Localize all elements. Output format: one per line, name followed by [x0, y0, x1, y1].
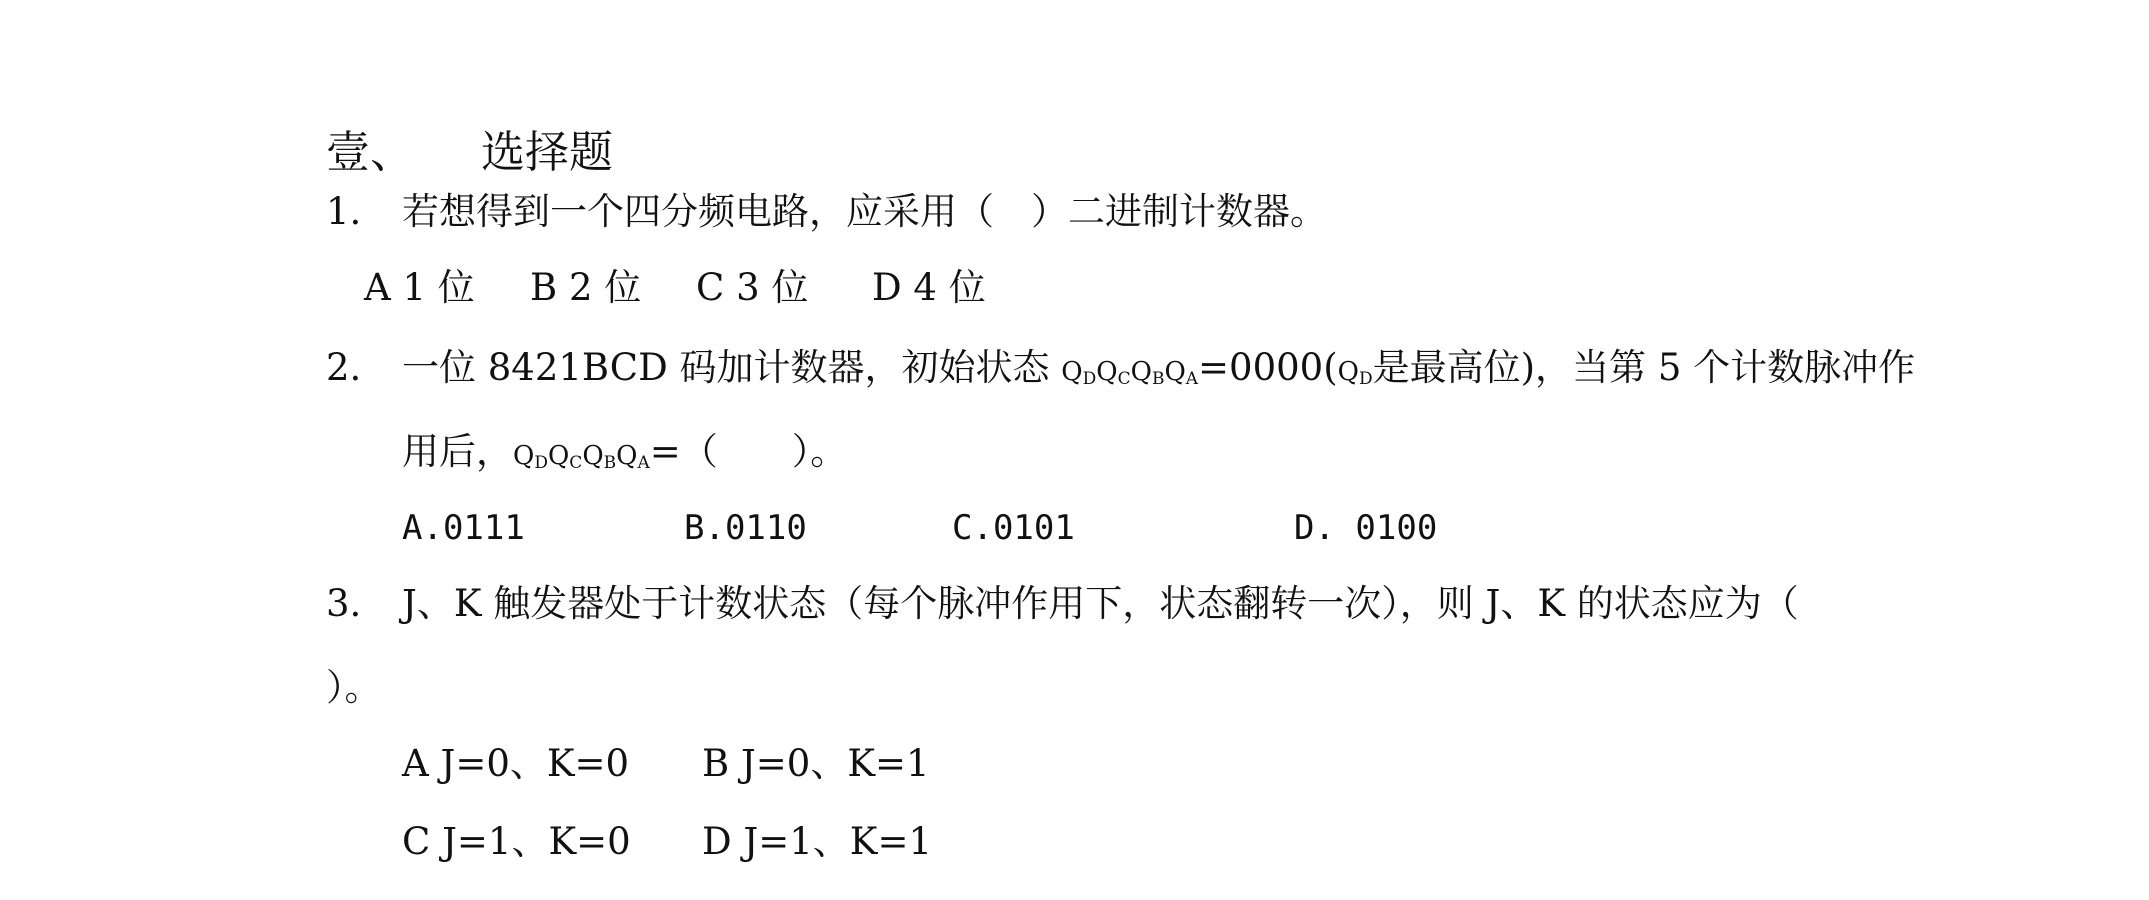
state-variables-2: [513, 430, 650, 473]
option-b: B 2 位: [530, 266, 642, 309]
state-var: $Q_C$: [547, 441, 583, 473]
state-var: $Q_D$: [513, 441, 548, 473]
question-1-number: 1.: [326, 190, 362, 233]
state-var: $Q_B$: [1130, 357, 1165, 389]
state-var: $Q_C$: [1096, 357, 1131, 389]
question-3-text-line2: ）。: [326, 666, 382, 709]
state-var: $Q_A$: [616, 441, 650, 473]
question-1-text: 若想得到一个四分频电路，应采用（ ）二进制计数器。: [402, 190, 1327, 233]
question-3-number: 3.: [326, 582, 362, 625]
state-var: $Q_D$: [1061, 357, 1097, 389]
state-var: $Q_B$: [582, 441, 617, 473]
section-number: 壹、: [326, 127, 414, 178]
option-b: B J=0、K=1: [702, 742, 930, 785]
question-1: [326, 188, 1327, 236]
question-2-line2-before: 用后，: [402, 430, 513, 473]
question-3: [326, 580, 1799, 628]
state-variables: [1061, 346, 1198, 389]
option-c: C 3 位: [696, 266, 809, 309]
question-2-number: 2.: [326, 346, 362, 389]
initial-value: =0000(: [1198, 346, 1338, 389]
msb-var: $Q_D$: [1337, 357, 1373, 389]
question-2-line2-after: =（ ）。: [649, 430, 848, 473]
option-c: C J=1、K=0: [402, 820, 631, 863]
question-2-text-before: 一位 8421BCD 码加计数器，初始状态: [402, 346, 1062, 389]
question-2-text-after: 是最高位)，当第 5 个计数脉冲作: [1372, 346, 1916, 389]
question-3-text: J、K 触发器处于计数状态（每个脉冲作用下，状态翻转一次），则 J、K 的状态应为（: [402, 582, 1799, 625]
option-a: A.0111: [402, 508, 525, 548]
question-2-line-2: [402, 428, 847, 487]
option-b: B.0110: [684, 508, 807, 548]
option-a: A J=0、K=0: [402, 742, 630, 785]
option-a: A 1 位: [364, 266, 475, 309]
state-var: $Q_A$: [1164, 357, 1199, 389]
option-c: C.0101: [952, 508, 1075, 548]
section-title: 选择题: [481, 127, 613, 178]
question-2: [326, 344, 1915, 403]
question-3-line-2: [326, 664, 382, 712]
option-d: D. 0100: [1294, 508, 1438, 548]
option-d: D 4 位: [872, 266, 986, 309]
option-d: D J=1、K=1: [702, 820, 932, 863]
section-heading: [326, 125, 613, 181]
